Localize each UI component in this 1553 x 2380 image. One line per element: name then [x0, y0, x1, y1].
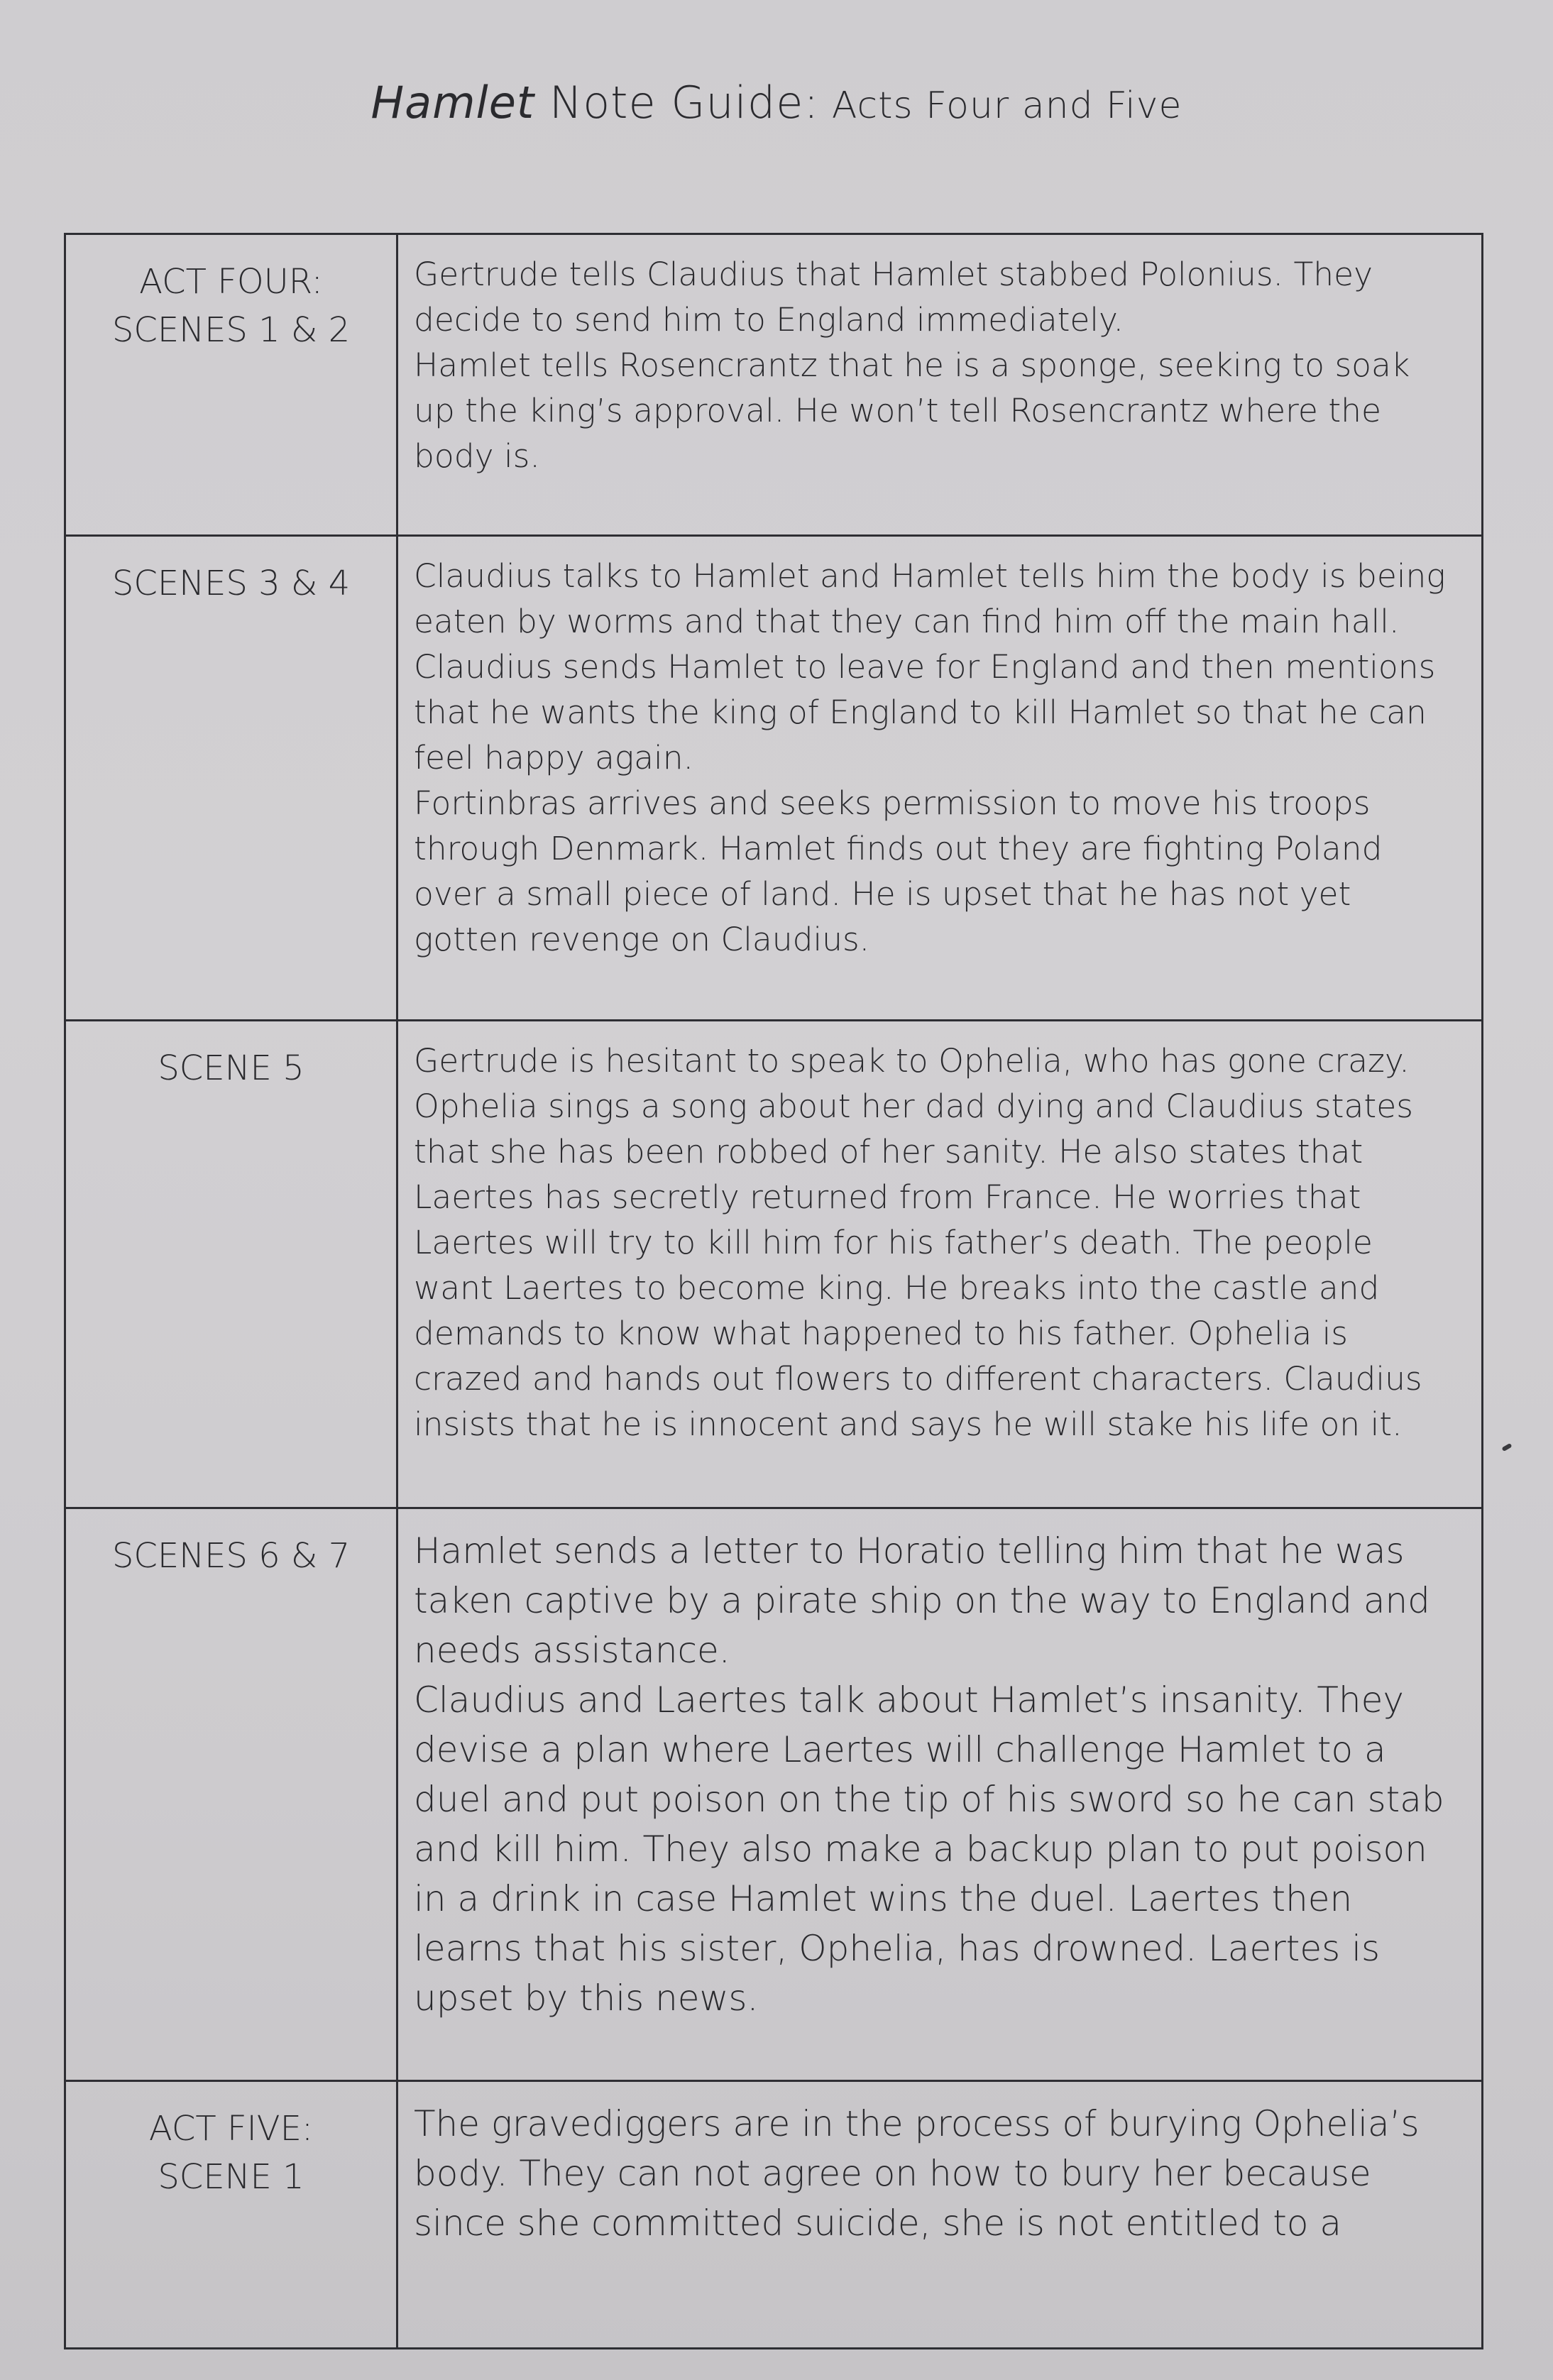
scene-label-line: SCENES 6 & 7 — [111, 1536, 351, 1576]
summary-paragraph: The gravediggers are in the process of burying Ophelia’s body. They can not agree on how to bury her because since she committed suicide, she is not entitled to a — [414, 2103, 1420, 2244]
table-row — [65, 536, 1483, 1021]
table-row — [65, 2081, 1483, 2349]
scene-label-cell — [65, 1021, 397, 1508]
summary-cell — [397, 1021, 1483, 1508]
summary-paragraph: Hamlet tells Rosencrantz that he is a sponge, seeking to soak up the king’s approval. He won’t tell Rosencrantz where the body is. — [414, 346, 1410, 475]
summary-paragraph: Gertrude is hesitant to speak to Ophelia, who has gone crazy. Ophelia sings a song about her dad dying and Claudius states that she has been robbed of her sanity. He also states that Laertes has secretly returned from France. He worries that Laertes will try to kill him for his father’s death. The people want Laertes to become king. He breaks into the castle and demands to know what happened to his father. Ophelia is crazed and hands out flowers to different characters. Claudius insists that he is innocent and says he will stake his life on it. — [414, 1042, 1422, 1443]
scene-label-line: SCENE 1 — [158, 2157, 304, 2197]
scene-label-line: ACT FIVE: — [148, 2109, 314, 2149]
scene-label-line: SCENES 3 & 4 — [111, 564, 351, 603]
notes-table — [64, 233, 1483, 2349]
summary-cell — [397, 2081, 1483, 2349]
title-main: Note Guide: — [534, 77, 820, 128]
page-title — [0, 77, 1553, 128]
table-row — [65, 1021, 1483, 1508]
scene-label-line: SCENE 5 — [158, 1048, 304, 1088]
scene-label-cell — [65, 536, 397, 1021]
scene-label-cell — [65, 1508, 397, 2081]
summary-paragraph: Hamlet sends a letter to Horatio telling him that he was taken captive by a pirate ship on the way to England and needs assistance. — [414, 1530, 1430, 1671]
summary-cell — [397, 536, 1483, 1021]
pen-mark — [1501, 1443, 1512, 1452]
table-row — [65, 234, 1483, 536]
title-subtitle: Acts Four and Five — [819, 84, 1182, 127]
scene-label-cell — [65, 2081, 397, 2349]
summary-paragraph: Gertrude tells Claudius that Hamlet stabbed Polonius. They decide to send him to England immediately. — [414, 256, 1373, 339]
summary-paragraph: Claudius and Laertes talk about Hamlet’s insanity. They devise a plan where Laertes will challenge Hamlet to a duel and put poison on the tip of his sword so he can stab and kill him. They also make a backup plan to put poison in a drink in case Hamlet wins the duel. Laertes then learns that his sister, Ophelia, has drowned. Laertes is upset by this news. — [414, 1679, 1444, 2019]
summary-cell — [397, 1508, 1483, 2081]
summary-paragraph: Fortinbras arrives and seeks permission to move his troops through Denmark. Hamlet finds out they are fighting Poland over a small piece of land. He is upset that he has not yet gotten revenge on Claudius. — [414, 784, 1383, 958]
summary-paragraph: Claudius talks to Hamlet and Hamlet tells him the body is being eaten by worms and that they can find him off the main hall. Claudius sends Hamlet to leave for England and then mentions that he wants the king of England to kill Hamlet so that he can feel happy again. — [414, 557, 1446, 777]
title-play-name: Hamlet — [371, 77, 535, 128]
table-row — [65, 1508, 1483, 2081]
scene-label-cell — [65, 234, 397, 536]
scene-label-line: SCENES 1 & 2 — [111, 310, 351, 350]
summary-cell — [397, 234, 1483, 536]
scene-label-line: ACT FOUR: — [139, 262, 323, 302]
